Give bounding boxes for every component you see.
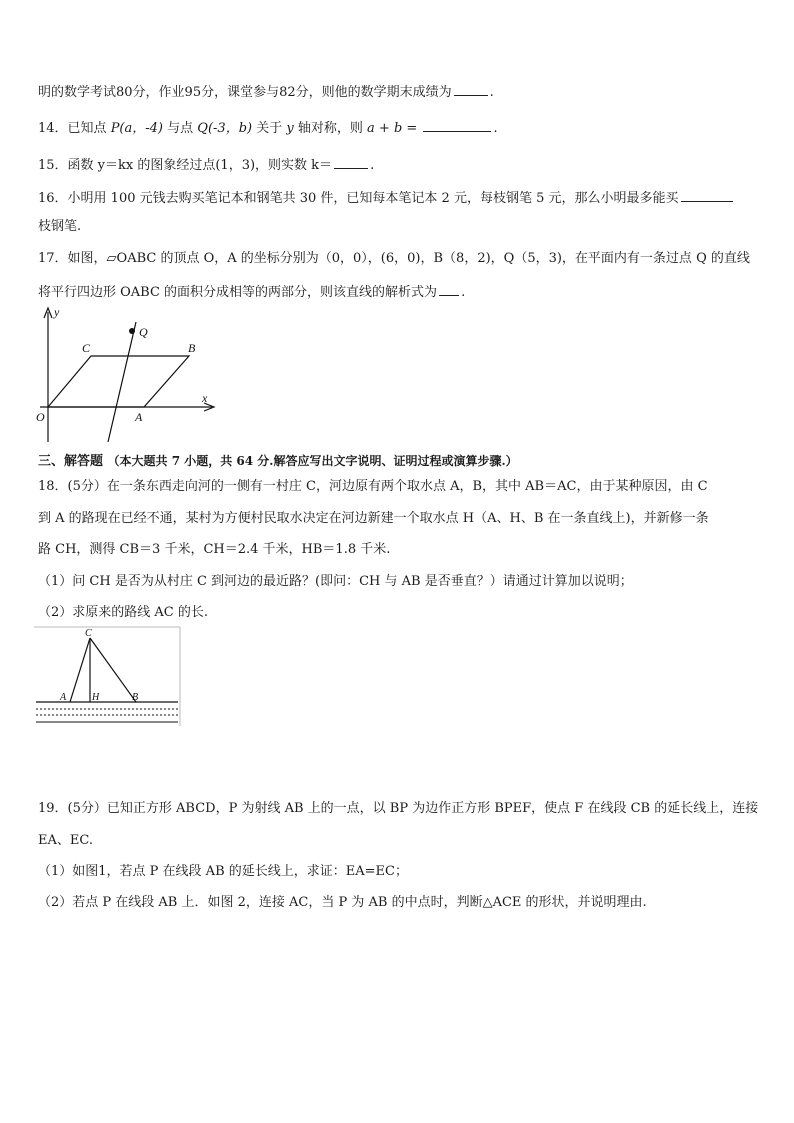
q17-end: . [461,285,466,300]
q18-line2-text: 到 A 的路现在已经不通，某村为方便村民取水决定在河边新建一个取水点 H（A、H、B 在一条直线上)，并新修一条 [38,511,709,526]
q16-line1 [38,188,735,208]
q18-figure [34,626,182,730]
q18-segment-ca [70,638,90,702]
q17-figure [32,304,218,446]
q14-expr: a + b = [367,121,418,136]
q18-line1 [38,478,708,496]
q13-answer-blank[interactable] [454,82,488,96]
q18-line3 [38,541,390,559]
q18-label-h: H [92,692,100,703]
q14-axis: y [286,121,294,136]
q17-label-c: C [82,341,91,355]
q18-label-a: A [60,692,67,703]
q14-end: . [493,121,498,136]
q17-line1-text: 17．如图，▱OABC 的顶点 O，A 的坐标分别为（0，0），(6，0)，B（8，2)，Q（5，3)，在平面内有一条过点 Q 的直线 [38,251,750,266]
q17-label-q: Q [139,325,148,339]
q14-line [38,118,498,138]
q18-sub1-text: （1）问 CH 是否为从村庄 C 到河边的最近路？(即问：CH 与 AB 是否垂直？）请通过计算加以说明； [38,574,633,589]
q14-point-p: P(a，-4) [110,121,163,136]
q15-line [38,155,374,175]
q17-label-o: O [36,410,45,424]
q15-end: . [370,158,375,173]
q16-line2 [38,218,81,236]
section3-note: （本大题共 7 小题，共 64 分.解答应写出文字说明、证明过程或演算步骤.） [107,454,518,468]
q17-line2 [38,282,465,302]
q19-sub2-text: （2）若点 P 在线段 AB 上．如图 2，连接 AC，当 P 为 AB 的中点时，判断△ACE 的形状，并说明理由. [38,895,647,910]
q14-mid2: 关于 [256,121,283,136]
q19-line2-text: EA、EC. [38,833,93,848]
q13-line [38,82,494,102]
q19-sub1 [38,863,408,881]
q19-sub1-text: （1）如图1，若点 P 在线段 AB 的延长线上，求证：EA=EC； [38,864,408,879]
q13-text: 明的数学考试80分，作业95分，课堂参与82分，则他的数学期末成绩为 [38,85,452,100]
q14-answer-blank[interactable] [423,118,491,132]
q15-answer-blank[interactable] [334,155,368,169]
q18-line1-text: 18．(5分）在一条东西走向河的一侧有一村庄 C，河边原有两个取水点 A，B，其中 AB＝AC，由于某种原因，由 C [38,479,708,494]
q14-num: 14．已知点 [38,121,107,136]
q18-line2 [38,510,709,528]
q14-mid3: 轴对称，则 [297,121,363,136]
q18-label-c: C [85,628,92,639]
q18-sub2-text: （2）求原来的路线 AC 的长. [38,605,209,620]
q18-sub1 [38,573,633,591]
q19-line1 [38,800,758,818]
q17-point-q [129,328,135,334]
q18-line3-text: 路 CH，测得 CB＝3 千米，CH＝2.4 千米，HB＝1.8 千米. [38,542,391,557]
q19-line2 [38,832,93,850]
q17-label-x: x [202,391,208,405]
q13-end: . [489,85,494,100]
q14-point-q: Q(-3，b) [197,121,253,136]
q16-answer-blank[interactable] [681,188,733,202]
q19-line1-text: 19．(5分）已知正方形 ABCD，P 为射线 AB 上的一点，以 BP 为边作正方形 BPEF，使点 F 在线段 CB 的延长线上，连接 [38,801,759,816]
q15-text: 15．函数 y＝kx 的图象经过点(1，3)，则实数 k＝ [38,158,333,173]
section3-title: 三、解答题 [38,454,104,469]
q16-text: 16．小明用 100 元钱去购买笔记本和钢笔共 30 件，已知每本笔记本 2 元，每枝钢笔 5 元，那么小明最多能买 [38,191,679,206]
q17-label-y: y [54,305,60,319]
section3-heading [38,452,518,471]
q18-label-b: B [132,692,139,703]
q17-label-b: B [188,341,196,355]
q17-line2-text: 将平行四边形 OABC 的面积分成相等的两部分，则该直线的解析式为 [38,285,438,300]
q16-line2-text: 枝钢笔. [38,219,82,234]
q14-mid: 与点 [167,121,194,136]
q18-sub2 [38,604,208,622]
q17-answer-blank[interactable] [439,282,459,296]
q17-line1 [38,250,750,268]
q17-line-through-q [108,322,136,442]
q19-sub2 [38,894,647,912]
q17-label-a: A [135,410,143,424]
